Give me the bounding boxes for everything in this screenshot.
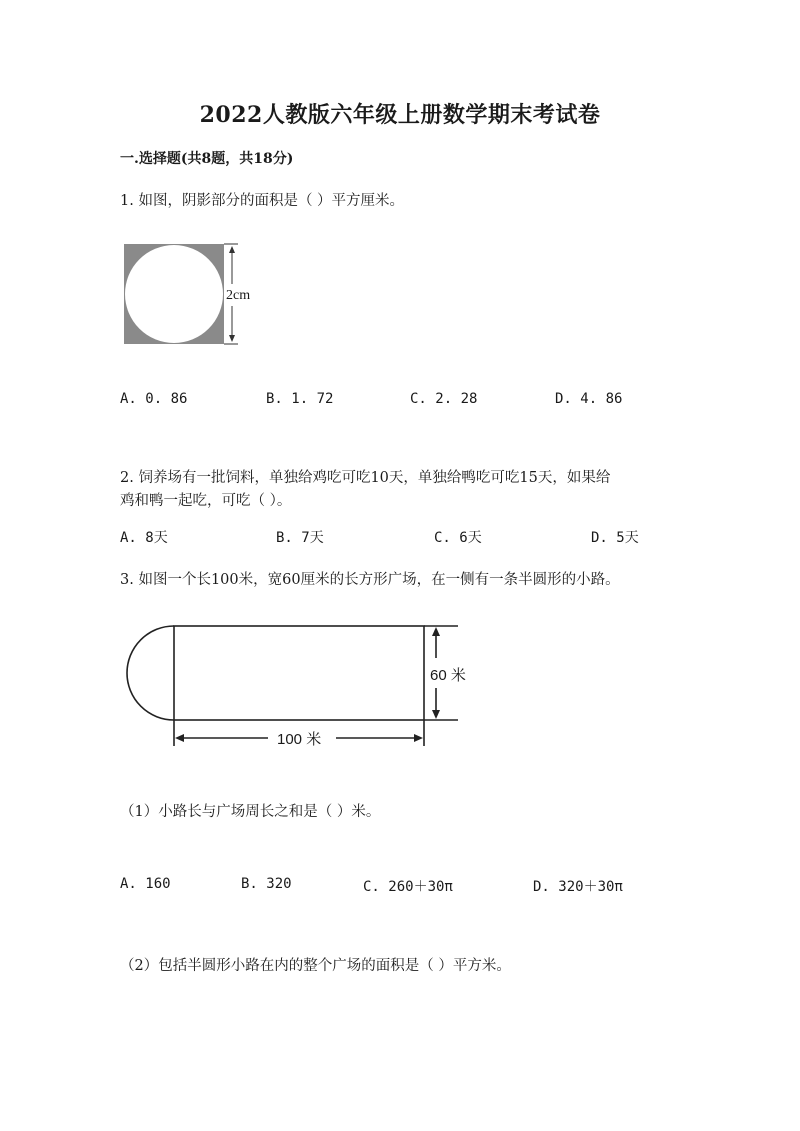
- q3-1-option-a[interactable]: A. 160: [120, 876, 171, 892]
- question-2-line-1: 2. 饲养场有一批饲料，单独给鸡吃可吃10天，单独给鸭吃可吃15天，如果给: [120, 470, 611, 486]
- q3-1-option-c[interactable]: C. 260＋30π: [363, 879, 453, 895]
- q3-1-option-d[interactable]: D. 320＋30π: [533, 879, 623, 895]
- q1-option-b[interactable]: B. 1. 72: [266, 391, 334, 407]
- q1-option-a[interactable]: A. 0. 86: [120, 391, 188, 407]
- white-circle: [125, 245, 223, 343]
- semicircle-path: [127, 626, 174, 720]
- q2-option-c[interactable]: C. 6天: [434, 530, 482, 546]
- question-2-line-2: 鸡和鸭一起吃，可吃（ ）。: [120, 493, 292, 509]
- q1-option-d[interactable]: D. 4. 86: [555, 391, 623, 407]
- q1-dimension-label: 2cm: [226, 288, 251, 303]
- q2-option-b[interactable]: B. 7天: [276, 530, 324, 546]
- rectangle-square: [174, 626, 424, 720]
- q1-option-c[interactable]: C. 2. 28: [410, 391, 478, 407]
- q2-option-a[interactable]: A. 8天: [120, 530, 168, 546]
- question-3-text: 3. 如图一个长100米，宽60厘米的长方形广场，在一侧有一条半圆形的小路。: [120, 572, 620, 588]
- page-title: 2022人教版六年级上册数学期末考试卷: [199, 102, 601, 128]
- q3-width-label: 60 米: [430, 667, 466, 684]
- q2-option-d[interactable]: D. 5天: [591, 530, 639, 546]
- q3-1-option-b[interactable]: B. 320: [241, 876, 292, 892]
- section-heading: 一.选择题(共8题，共18分): [120, 151, 294, 167]
- question-3-sub-2: （2）包括半圆形小路在内的整个广场的面积是（ ）平方米。: [120, 958, 511, 974]
- question-1-text: 1. 如图，阴影部分的面积是（ ）平方厘米。: [120, 193, 405, 209]
- question-3-sub-1: （1）小路长与广场周长之和是（ ）米。: [120, 804, 381, 820]
- q3-length-label: 100 米: [277, 731, 322, 748]
